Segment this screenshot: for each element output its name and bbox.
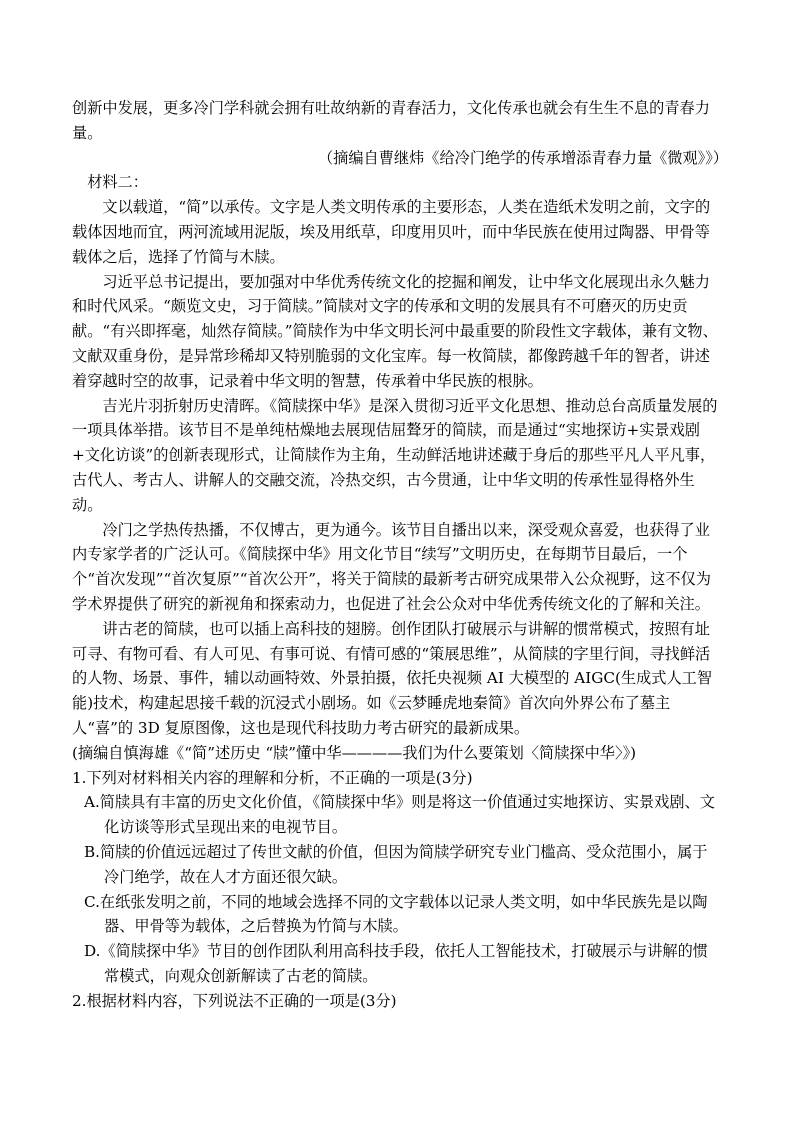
question-1-option-c: C.在纸张发明之前，不同的地域会选择不同的文字载体以记录人类文明，如中华民族先是以陶器、甲骨等为载体，之后替换为竹简与木牍。: [84, 892, 708, 936]
material2-paragraph-1: 文以载道，“简”以承传。文字是人类文明传承的主要形态，人类在造纸术发明之前，文字的载体因地而宜，两河流域用泥版，埃及用纸草，印度用贝叶，而中华民族在使用过陶器、甲骨等载体之后，选择了竹简与木牍。: [72, 198, 711, 266]
question-1-stem: 1.下列对材料相关内容的理解和分析，不正确的一项是(3分): [72, 768, 473, 787]
material1-tail-paragraph: 创新中发展，更多冷门学科就会拥有吐故纳新的青春活力，文化传承也就会有生生不息的青春力量。: [72, 99, 710, 142]
material1-source: （摘编自曹继炜《给冷门绝学的传承增添青春力量《微观》》）: [317, 148, 728, 167]
question-1-option-a: A.简牍具有丰富的历史文化价值，《简牍探中华》则是将这一价值通过实地探访、实景戏剧、文化访谈等形式呈现出来的电视节目。: [84, 793, 715, 837]
question-1-option-d: D.《简牍探中华》节目的创作团队利用高科技手段，依托人工智能技术，打破展示与讲解的惯常模式，向观众创新解读了古老的简牍。: [84, 942, 708, 985]
material2-source: (摘编自慎海雄《“简”述历史 “牍”懂中华————我们为什么要策划〈简牍探中华〉》): [72, 743, 637, 762]
exam-page: [72, 96, 728, 1013]
question-2-stem: 2.根据材料内容，下列说法不正确的一项是(3分): [72, 991, 397, 1010]
material2-paragraph-5: 讲古老的简牍，也可以插上高科技的翅膀。创作团队打破展示与讲解的惯常模式，按照有址可寻、有物可看、有人可见、有事可说、有情可感的“策展思维”，从简牍的字里行间，寻找鲜活的人物、场景、事件，辅以动画特效、外景拍摄，依托央视频 AI 大模型的 AIGC(生成式人工智能)技术，构建起思接千载的沉浸式小剧场。如《云梦睡虎地秦简》首次向外界公布了墓主人“喜”的 3D 复原图像，这也是现代科技助力考古研究的最新成果。: [72, 619, 713, 737]
material2-paragraph-2: 习近平总书记提出，要加强对中华优秀传统文化的挖掘和阐发，让中华文化展现出永久魅力和时代风采。“颇览文史，习于简牍。”简牍对文字的传承和文明的发展具有不可磨灭的历史贡献。“有兴即挥毫，灿然存简牍。”简牍作为中华文明长河中最重要的阶段性文字载体，兼有文物、文献双重身份，是异常珍稀却又特别脆弱的文化宝库。每一枚简牍，都像跨越千年的智者，讲述着穿越时空的故事，记录着中华文明的智慧，传承着中华民族的根脉。: [72, 272, 718, 390]
question-1-option-b: B.简牍的价值远远超过了传世文献的价值，但因为简牍学研究专业门槛高、受众范围小，属于冷门绝学，故在人才方面还很欠缺。: [84, 842, 708, 886]
material2-heading: 材料二：: [87, 173, 148, 192]
material2-paragraph-3: 吉光片羽折射历史清晖。《简牍探中华》是深入贯彻习近平文化思想、推动总台高质量发展的一项具体举措。该节目不是单纯枯燥地去展现佶屈聱牙的简牍，而是通过“实地探访+实景戏剧+文化访谈”的创新表现形式，让简牍作为主角，生动鲜活地讲述藏于身后的那些平凡人平凡事，古代人、考古人、讲解人的交融交流，冷热交织，古今贯通，让中华文明的传承性显得格外生动。: [72, 396, 718, 514]
material2-paragraph-4: 冷门之学热传热播，不仅博古，更为通今。该节目自播出以来，深受观众喜爱，也获得了业内专家学者的广泛认可。《简牍探中华》用文化节目“续写”文明历史，在每期节目最后，一个个“首次发现”“首次复原”“首次公开”，将关于简牍的最新考古研究成果带入公众视野，这不仅为学术界提供了研究的新视角和探索动力，也促进了社会公众对中华优秀传统文化的了解和关注。: [72, 520, 711, 613]
